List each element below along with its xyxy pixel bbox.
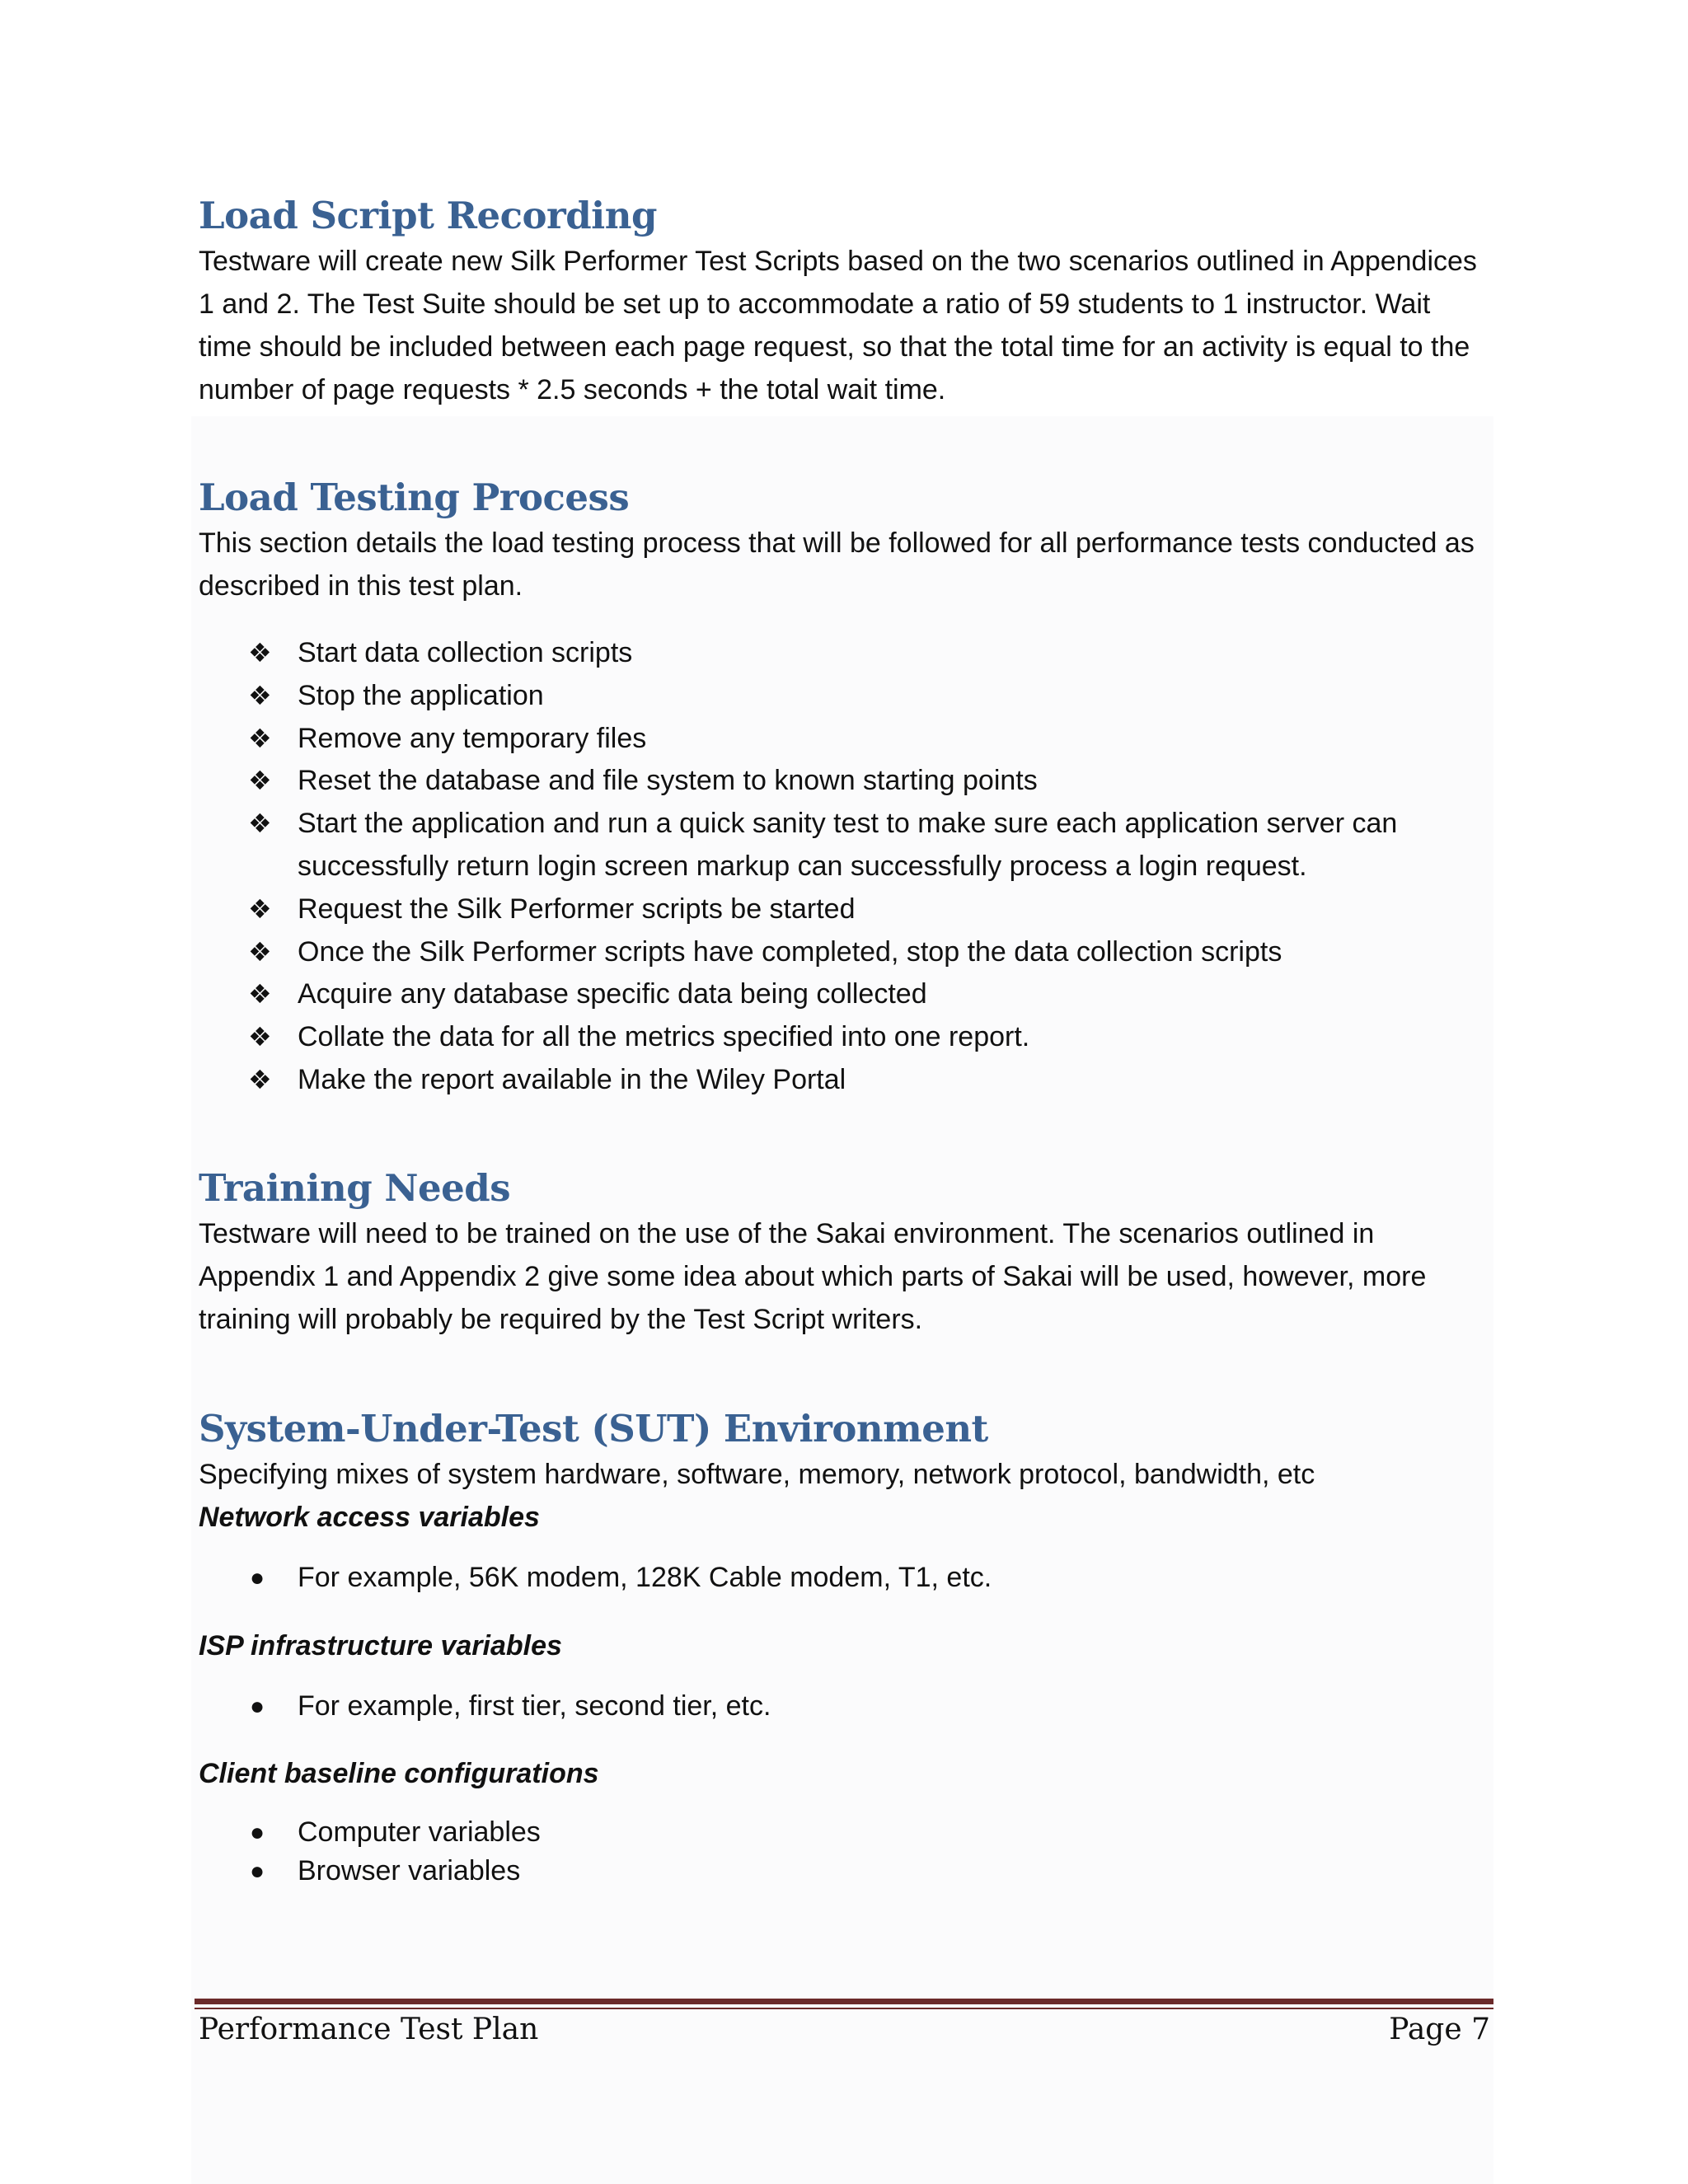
client-baseline-label: Client baseline configurations xyxy=(199,1758,599,1790)
recording-paragraph xyxy=(199,240,1484,411)
list-item: ● For example, 56K modem, 128K Cable modem, T1, etc. xyxy=(199,1557,1484,1600)
diamond-bullet-icon: ❖ xyxy=(248,936,272,967)
list-item: ❖ Collate the data for all the metrics specified into one report. xyxy=(199,1016,1484,1059)
network-access-label: Network access variables xyxy=(199,1501,540,1533)
list-item: ❖ Stop the application xyxy=(199,675,1484,718)
list-item: ❖ Start data collection scripts xyxy=(199,632,1484,675)
training-paragraph xyxy=(199,1212,1484,1341)
diamond-bullet-icon: ❖ xyxy=(248,723,272,753)
diamond-bullet-icon: ❖ xyxy=(248,680,272,710)
page-footer xyxy=(199,2013,1490,2046)
list-item: ❖ Start the application and run a quick sanity test to make sure each application server can successfully return login screen markup can successfully process a login request. xyxy=(199,803,1484,888)
heading-sut-environment: System-Under-Test (SUT) Environment xyxy=(199,1406,988,1451)
process-line: described in this test plan. xyxy=(199,570,523,602)
training-line: Appendix 1 and Appendix 2 give some idea about which parts of Sakai will be used, however, more xyxy=(199,1260,1427,1292)
diamond-bullet-icon: ❖ xyxy=(248,808,272,839)
training-line: Testware will need to be trained on the use of the Sakai environment. The scenarios outlined in xyxy=(199,1217,1375,1249)
diamond-bullet-icon: ❖ xyxy=(248,766,272,796)
isp-infrastructure-label: ISP infrastructure variables xyxy=(199,1629,562,1661)
disc-bullet-icon: ● xyxy=(250,1858,265,1886)
training-line: training will probably be required by the Test Script writers. xyxy=(199,1303,923,1335)
list-item: ● For example, first tier, second tier, etc. xyxy=(199,1685,1484,1728)
page-content xyxy=(199,194,1484,1891)
diamond-bullet-icon: ❖ xyxy=(248,1064,272,1094)
client-baseline-list xyxy=(199,1813,1484,1891)
footer-rule-thin xyxy=(195,2008,1493,2009)
recording-line: time should be included between each page request, so that the total time for an activity is equal to the xyxy=(199,331,1470,363)
list-item: ● Computer variables xyxy=(199,1813,1484,1852)
heading-load-testing-process: Load Testing Process xyxy=(199,476,630,519)
isp-infrastructure-list xyxy=(199,1685,1484,1728)
list-item: ● Browser variables xyxy=(199,1852,1484,1891)
process-paragraph xyxy=(199,522,1484,607)
recording-line: 1 and 2. The Test Suite should be set up to accommodate a ratio of 59 students to 1 instructor. Wait xyxy=(199,288,1431,320)
list-item: ❖ Remove any temporary files xyxy=(199,718,1484,761)
diamond-bullet-icon: ❖ xyxy=(248,979,272,1010)
disc-bullet-icon: ● xyxy=(250,1819,265,1847)
heading-training-needs: Training Needs xyxy=(199,1165,511,1210)
list-item: ❖ Once the Silk Performer scripts have completed, stop the data collection scripts xyxy=(199,931,1484,974)
recording-line: number of page requests * 2.5 seconds + the total wait time. xyxy=(199,374,946,405)
list-item: ❖ Acquire any database specific data being collected xyxy=(199,973,1484,1016)
list-item: ❖ Reset the database and file system to known starting points xyxy=(199,760,1484,803)
recording-line: Testware will create new Silk Performer Test Scripts based on the two scenarios outlined in Appendices xyxy=(199,246,1477,277)
process-line: This section details the load testing process that will be followed for all performance tests conducted as xyxy=(199,527,1475,559)
heading-load-script-recording: Load Script Recording xyxy=(199,194,657,237)
diamond-bullet-icon: ❖ xyxy=(248,638,272,668)
disc-bullet-icon: ● xyxy=(250,1563,265,1591)
footer-title: Performance Test Plan xyxy=(199,2013,539,2046)
diamond-bullet-icon: ❖ xyxy=(248,1022,272,1052)
network-access-list xyxy=(199,1557,1484,1600)
list-item: ❖ Make the report available in the Wiley Portal xyxy=(199,1059,1484,1102)
disc-bullet-icon: ● xyxy=(250,1692,265,1720)
process-steps-list xyxy=(199,632,1484,1102)
footer-rule-thick xyxy=(195,1999,1493,2004)
diamond-bullet-icon: ❖ xyxy=(248,893,272,924)
footer-page-number: Page 7 xyxy=(1389,2013,1490,2046)
list-item: ❖ Request the Silk Performer scripts be started xyxy=(199,888,1484,931)
sut-intro: Specifying mixes of system hardware, software, memory, network protocol, bandwidth, etc xyxy=(199,1458,1315,1490)
